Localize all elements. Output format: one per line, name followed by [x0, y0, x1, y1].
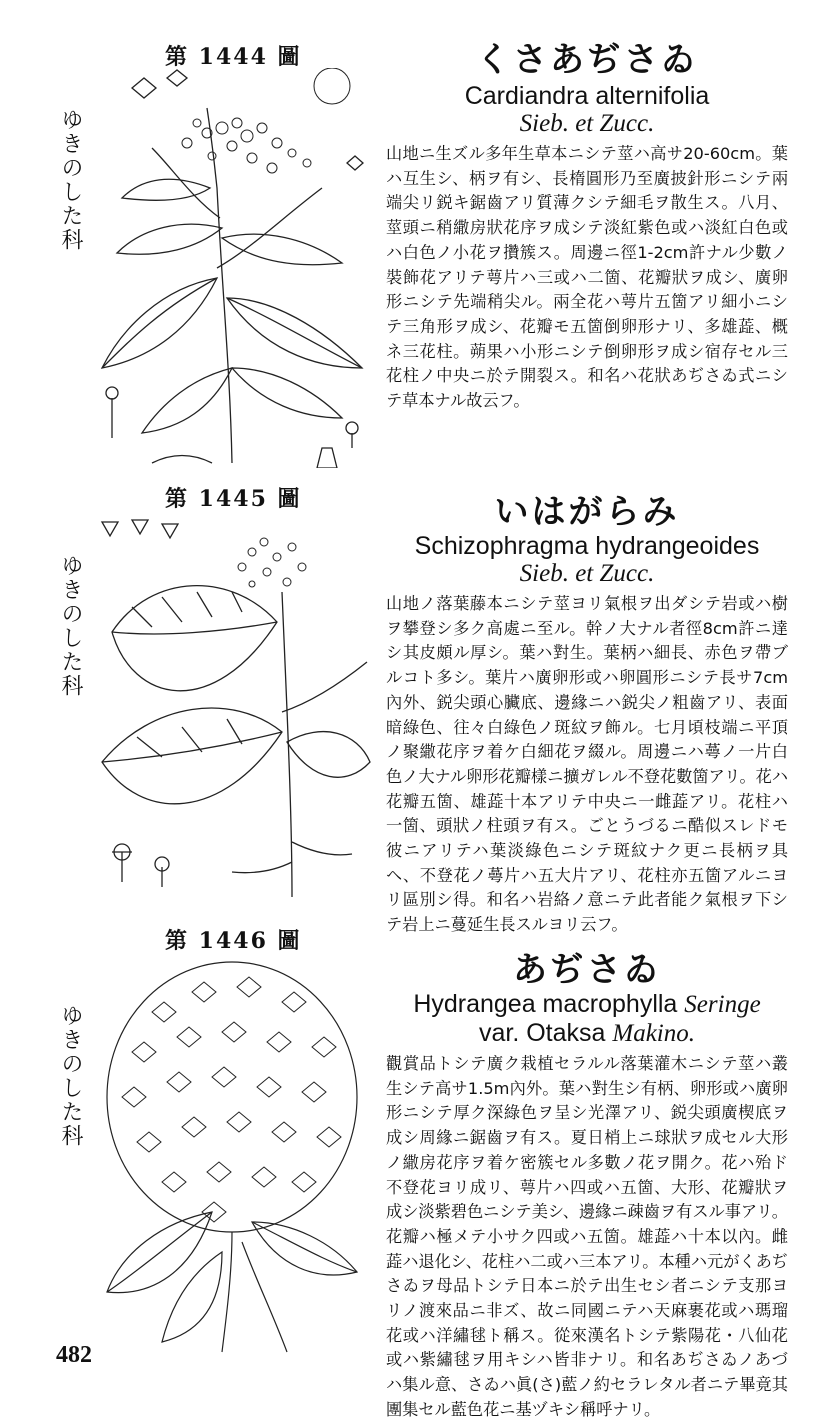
author-citation: Sieb. et Zucc.	[519, 110, 655, 137]
description: 山地ノ落葉藤本ニシテ莖ヨリ氣根ヲ出ダシテ岩或ハ樹ヲ攀登シ多ク高處ニ至ル。幹ノ大ナル者徑8cm許ニ達シ其皮頗ル厚シ。葉ハ對生。葉柄ハ細長、赤色ヲ帶ブルコト多シ。葉片ハ廣卵形或ハ卵圓形ニシテ長サ7cm內外、鋭尖頭心臟底、邊緣ニハ鋭尖ノ粗齒アリ、表面暗綠色、往々白綠色ノ斑紋ヲ飾ル。七月頃枝端ニ平頂ノ聚繖花序ヲ着ケ白細花ヲ綴ル。周邊ニハ蕚ノ一片白色ノ大ナル卵形花瓣樣ニ擴ガレル不登花數箇アリ。花ハ花瓣五箇、雄蕋十本アリテ中央ニ一雌蕋アリ。花柱ハ一箇、頭狀ノ柱頭ヲ有ス。ごとうづるニ酷似スレドモ彼ニアリテハ葉淡綠色ニシテ斑紋ナク更ニ長柄ヲ具ヘ、不登花ノ蕚片ハ五大片アリ、花柱亦五箇アルニヨリ區別シ得。和名ハ岩絡ノ意ニテ此者能ク氣根ヲ下シテ岩上ニ蔓延生長スルヨリ云フ。	[386, 594, 789, 935]
japanese-name: あぢさゐ	[513, 950, 661, 990]
variety-author: Makino.	[612, 1020, 696, 1047]
author-citation: Sieb. et Zucc.	[519, 560, 655, 587]
japanese-name: いはがらみ	[494, 492, 680, 532]
scientific-name: Schizophragma hydrangeoides	[414, 532, 760, 560]
text-column	[386, 492, 788, 938]
figure-label: 第 1445 圖	[165, 486, 302, 512]
family-label: ゆきのした科	[58, 108, 83, 252]
entry-1445	[0, 482, 840, 935]
scientific-name-line	[386, 990, 788, 1019]
figure-label: 第 1446 圖	[165, 928, 302, 954]
plant-illustration	[92, 68, 372, 468]
variety-name: var. Otaksa	[478, 1019, 606, 1047]
scientific-name-author: Seringe	[684, 991, 761, 1018]
scientific-name: Hydrangea macrophylla	[413, 990, 678, 1018]
page-number: 482	[56, 1342, 92, 1368]
description: 觀賞品トシテ廣ク栽植セラルル落葉灌木ニシテ莖ハ叢生シテ高サ1.5m內外。葉ハ對生シ有柄、卵形或ハ廣卵形ニシテ厚ク深綠色ヲ呈シ光澤アリ、鋭尖頭廣楔底ヲ成シ周緣ニ鋸齒ヲ有ス。夏日梢上ニ球狀ヲ成セル大形ノ繖房花序ヲ着ケ密簇セル多數ノ花ヲ開ク。花ハ殆ド不登花ヨリ成リ、萼片ハ四或ハ五箇、大形、花瓣狀ヲ成シ淡紫碧色ニシテ美シ、邊緣ニ疎齒ヲ有スル事アリ。花瓣ハ極メテ小サク四或ハ五箇。雄蕋ハ十本以內。雌蕋ハ退化シ、花柱ハ二或ハ三本アリ。本種ハ元がくあぢさゐヲ母品トシテ日本ニ於テ出生セシ者ニシテ支那ヨリノ渡來品ニ非ズ、故ニ同國ニテハ天麻裹花或ハ瑪瑠花或ハ洋繡毬ト稱ス。從來漢名トシテ紫陽花・八仙花或ハ紫繡毬ヲ用キシハ皆非ナリ。和名あぢさゐノあづハ集ル意、さゐハ眞(さ)藍ノ約セラレタル者ニテ畢竟其團集セル藍色花ニ基ヅキシ稱呼ナリ。	[386, 1054, 788, 1419]
family-label: ゆきのした科	[58, 554, 83, 698]
entry-1446	[0, 924, 840, 1419]
scientific-name: Cardiandra alternifolia	[464, 82, 710, 110]
japanese-name: くさあぢさゐ	[476, 40, 698, 80]
plant-illustration	[92, 952, 372, 1354]
text-column	[386, 950, 788, 1423]
entry-1444	[0, 40, 840, 470]
text-column	[386, 40, 788, 414]
figure-label: 第 1444 圖	[165, 44, 302, 70]
description: 山地ニ生ズル多年生草本ニシテ莖ハ高サ20-60cm。葉ハ互生シ、柄ヲ有シ、長楕圓形乃至廣披針形ニシテ兩端尖リ鋭キ鋸齒アリ質薄クシテ細毛ヲ散生ス。八月、莖頭ニ稍繖房狀花序ヲ成シテ淡紅紫色或ハ淡紅白色或ハ白色ノ小花ヲ攢簇ス。周邊ニ徑1-2cm許ナル少數ノ裝飾花アリテ萼片ハ三或ハ二箇、花瓣狀ヲ成シ、廣卵形ニシテ先端稍尖ル。兩全花ハ萼片五箇アリ細小ニシテ三角形ヲ成シ、花瓣モ五箇倒卵形ナリ、多雄蕋、概ネ三花柱。蒴果ハ小形ニシテ倒卵形ヲ成シ宿存セル三花柱ノ中央ニ於テ開裂ス。和名ハ花狀あぢさゐ式ニシテ草本ナル故云フ。	[386, 144, 788, 411]
family-label: ゆきのした科	[58, 1004, 83, 1148]
plant-illustration	[92, 512, 372, 902]
variety-line	[386, 1019, 788, 1048]
